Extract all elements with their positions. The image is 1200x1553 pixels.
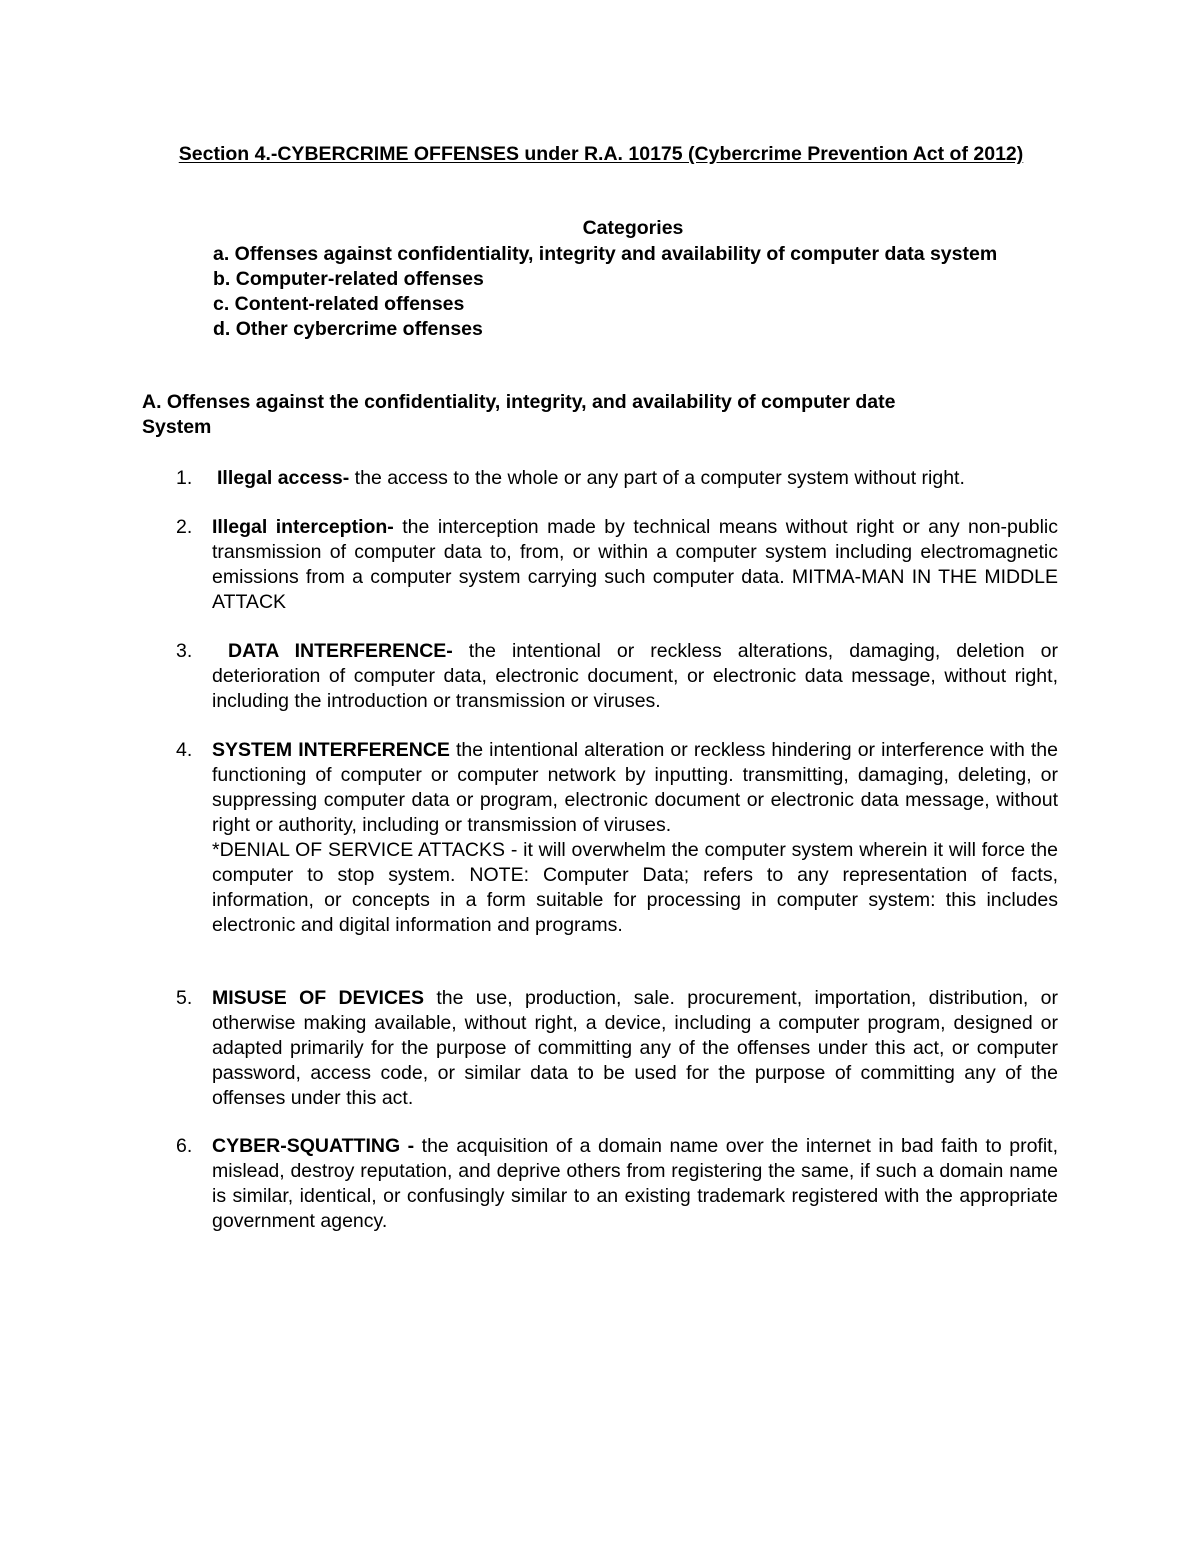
offense-paragraph [212,738,1058,838]
document-title: Section 4.-CYBERCRIME OFFENSES under R.A. 10175 (Cybercrime Prevention Act of 2012) [178,143,1024,165]
offense-body [212,1134,1058,1234]
offense-body [212,986,1058,1111]
offense-term: MISUSE OF DEVICES [212,987,425,1009]
offense-term: Illegal interception- [212,516,394,538]
offense-term: SYSTEM INTERFERENCE [212,739,450,761]
offense-number: 2. [176,516,193,538]
section-a-heading-line2: System [142,416,212,438]
offense-term: CYBER-SQUATTING - [212,1135,415,1157]
offense-body [212,738,1058,938]
offense-description: the use, production, sale. procurement, importation, distribution, or otherwise making available, without right, a device, including a computer program, designed or adapted primarily for the purpose of committing any of the offenses under this act, or computer password, access code, or similar data to be used for the purpose of committing any of the offenses under this act. [212,987,1058,1109]
offense-body [217,466,1058,491]
categories-heading: Categories [582,217,684,239]
offense-term: DATA INTERFERENCE- [228,640,453,662]
offense-note: *DENIAL OF SERVICE ATTACKS - it will overwhelm the computer system wherein it will force the computer to stop system. NOTE: Computer Data; refers to any representation of facts, information, or concepts in a form suitable for processing in computer system: this includes electronic and digital information and programs. [212,839,1058,936]
category-item-b: b. Computer-related offenses [213,268,484,290]
category-item-d: d. Other cybercrime offenses [213,318,483,340]
offense-paragraph [212,986,1058,1111]
offense-description: the intentional or reckless alterations, damaging, deletion or deterioration of computer data, electronic document, or electronic data message, without right, including the introduction or transmission or viruses. [212,640,1058,712]
section-a-heading-line1: A. Offenses against the confidentiality, integrity, and availability of computer date [142,391,896,413]
offense-number: 1. [176,467,193,489]
offense-paragraph [212,639,1058,714]
category-item-c: c. Content-related offenses [213,293,465,315]
offense-number: 3. [176,640,193,662]
offense-body [212,639,1058,714]
offense-term: Illegal access- [217,467,350,489]
offense-body [212,515,1058,615]
offense-paragraph [212,515,1058,615]
offense-description: the intentional alteration or reckless hindering or interference with the functioning of computer or computer network by inputting. transmitting, damaging, deleting, or suppressing computer data or program, electronic document or electronic data message, without right or authority, including or transmission of viruses. [212,739,1059,836]
offense-paragraph [217,466,1058,491]
category-item-a: a. Offenses against confidentiality, integrity and availability of computer data system [213,243,998,265]
offense-number: 5. [176,987,193,1009]
offense-number: 4. [176,739,193,761]
offense-description: the interception made by technical means without right or any non-public transmission of computer data to, from, or within a computer system including electromagnetic emissions from a computer system carrying such computer data. MITMA-MAN IN THE MIDDLE ATTACK [212,516,1058,613]
offense-number: 6. [176,1135,193,1157]
section-a-heading [142,390,1002,440]
offense-description: the acquisition of a domain name over the internet in bad faith to profit, mislead, destroy reputation, and deprive others from registering the same, if such a domain name is similar, identical, or confusingly similar to an existing trademark registered with the appropriate government agency. [212,1135,1059,1232]
offense-paragraph [212,1134,1058,1234]
categories-list [213,242,1058,342]
offense-description: the access to the whole or any part of a computer system without right. [349,467,965,489]
